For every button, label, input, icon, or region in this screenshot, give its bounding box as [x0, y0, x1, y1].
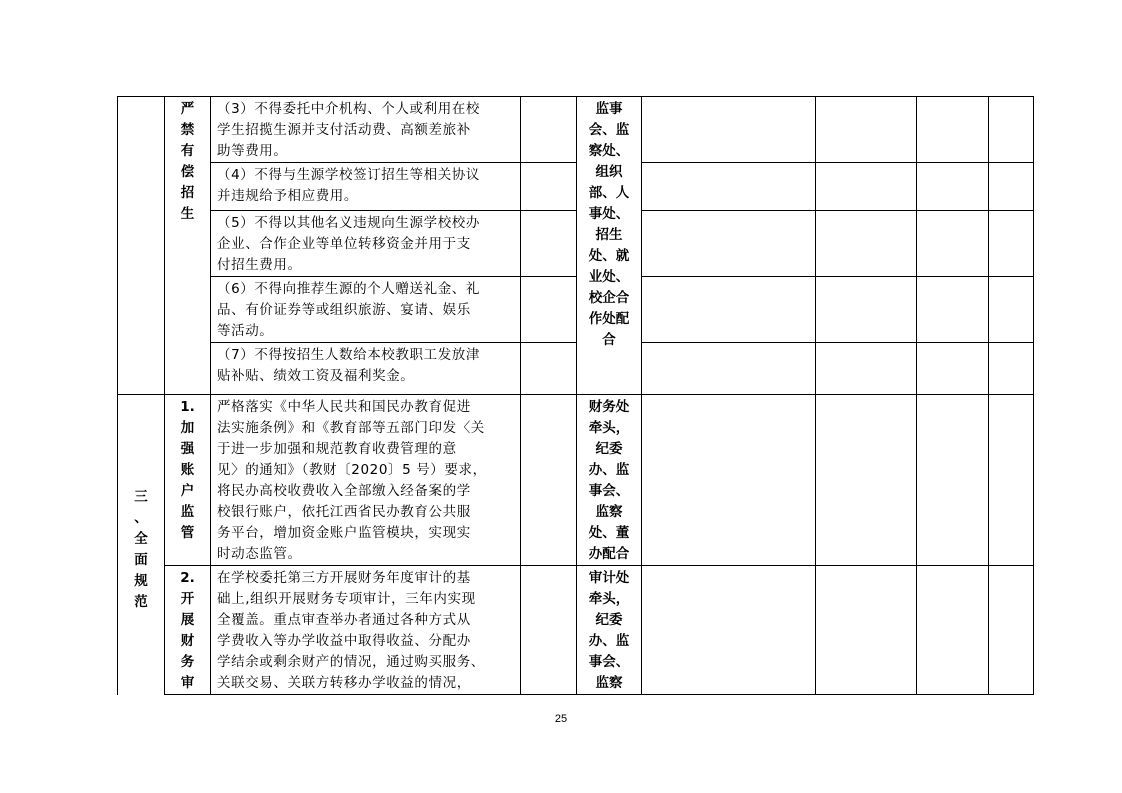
- table-row: [118, 395, 1034, 566]
- document-table: [117, 96, 1034, 695]
- empty-cell: [917, 163, 989, 211]
- empty-cell: [642, 97, 816, 163]
- responsible-departments: 财务处 牵头， 纪委 办、监 事会、 监察 处、董 办配合: [577, 395, 642, 566]
- empty-cell: [521, 163, 577, 211]
- empty-cell: [816, 395, 917, 566]
- empty-cell: [521, 97, 577, 163]
- empty-cell: [989, 211, 1034, 277]
- empty-cell: [642, 211, 816, 277]
- empty-cell: [989, 163, 1034, 211]
- empty-cell: [816, 343, 917, 395]
- empty-cell: [521, 395, 577, 566]
- empty-cell: [989, 277, 1034, 343]
- requirement-text: （3）不得委托中介机构、个人或利用在校 学生招揽生源并支付活动费、高额差旅补 助等费用。: [211, 97, 521, 163]
- empty-cell: [816, 97, 917, 163]
- empty-cell: [816, 277, 917, 343]
- item-title-financial-audit: 2. 开 展 财 务 审: [165, 566, 211, 695]
- empty-cell: [521, 211, 577, 277]
- empty-cell: [989, 97, 1034, 163]
- empty-cell: [989, 566, 1034, 695]
- empty-cell: [642, 566, 816, 695]
- empty-cell: [642, 343, 816, 395]
- requirement-text: 严格落实《中华人民共和国民办教育促进 法实施条例》和《教育部等五部门印发〈关 于进一步加强和规范教育收费管理的意 见〉的通知》（教财〔2020〕5 号）要求， 将民办高校收费收入全部缴入经备案的学 校银行账户，依托江西省民办教育公共服 务平台，增加资金账户监管模块，实现实 时动态监管。: [211, 395, 521, 566]
- table-row: [118, 163, 1034, 211]
- responsible-departments: 监事 会、监 察处、 组织 部、人 事处、 招生 处、就 业处、 校企合 作处配 合: [577, 97, 642, 395]
- requirement-text: （4）不得与生源学校签订招生等相关协议 并违规给予相应费用。: [211, 163, 521, 211]
- section-title-three: 三 、 全 面 规 范: [118, 395, 165, 695]
- requirement-text: （7）不得按招生人数给本校教职工发放津 贴补贴、绩效工资及福利奖金。: [211, 343, 521, 395]
- empty-cell: [917, 277, 989, 343]
- empty-cell: [917, 566, 989, 695]
- empty-cell: [917, 97, 989, 163]
- empty-cell: [816, 566, 917, 695]
- requirement-text: （6）不得向推荐生源的个人赠送礼金、礼 品、有价证券等或组织旅游、宴请、娱乐 等活动。: [211, 277, 521, 343]
- empty-cell: [816, 211, 917, 277]
- empty-cell: [989, 343, 1034, 395]
- empty-cell: [521, 277, 577, 343]
- item-title-account-supervision: 1. 加 强 账 户 监 管: [165, 395, 211, 566]
- empty-cell: [642, 395, 816, 566]
- table-row: [118, 211, 1034, 277]
- table-row: [118, 566, 1034, 695]
- subsection-title-prohibit: 严 禁 有 偿 招 生: [165, 97, 211, 395]
- empty-cell: [521, 566, 577, 695]
- responsible-departments: 审计处 牵头， 纪委 办、监 事会、 监察: [577, 566, 642, 695]
- empty-cell: [917, 343, 989, 395]
- table-row: [118, 277, 1034, 343]
- empty-cell: [642, 277, 816, 343]
- requirement-text: 在学校委托第三方开展财务年度审计的基 础上,组织开展财务专项审计，三年内实现 全覆盖。重点审查举办者通过各种方式从 学费收入等办学收益中取得收益、分配办 学结余或剩余财产的情况，通过购买服务、 关联交易、关联方转移办学收益的情况，: [211, 566, 521, 695]
- empty-cell: [521, 343, 577, 395]
- empty-cell: [989, 395, 1034, 566]
- section-cell-empty: [118, 97, 165, 395]
- table-row: [118, 343, 1034, 395]
- requirement-text: （5）不得以其他名义违规向生源学校校办 企业、合作企业等单位转移资金并用于支 付招生费用。: [211, 211, 521, 277]
- empty-cell: [917, 211, 989, 277]
- table-row: [118, 97, 1034, 163]
- empty-cell: [816, 163, 917, 211]
- empty-cell: [642, 163, 816, 211]
- page-number: 25: [554, 713, 568, 725]
- empty-cell: [917, 395, 989, 566]
